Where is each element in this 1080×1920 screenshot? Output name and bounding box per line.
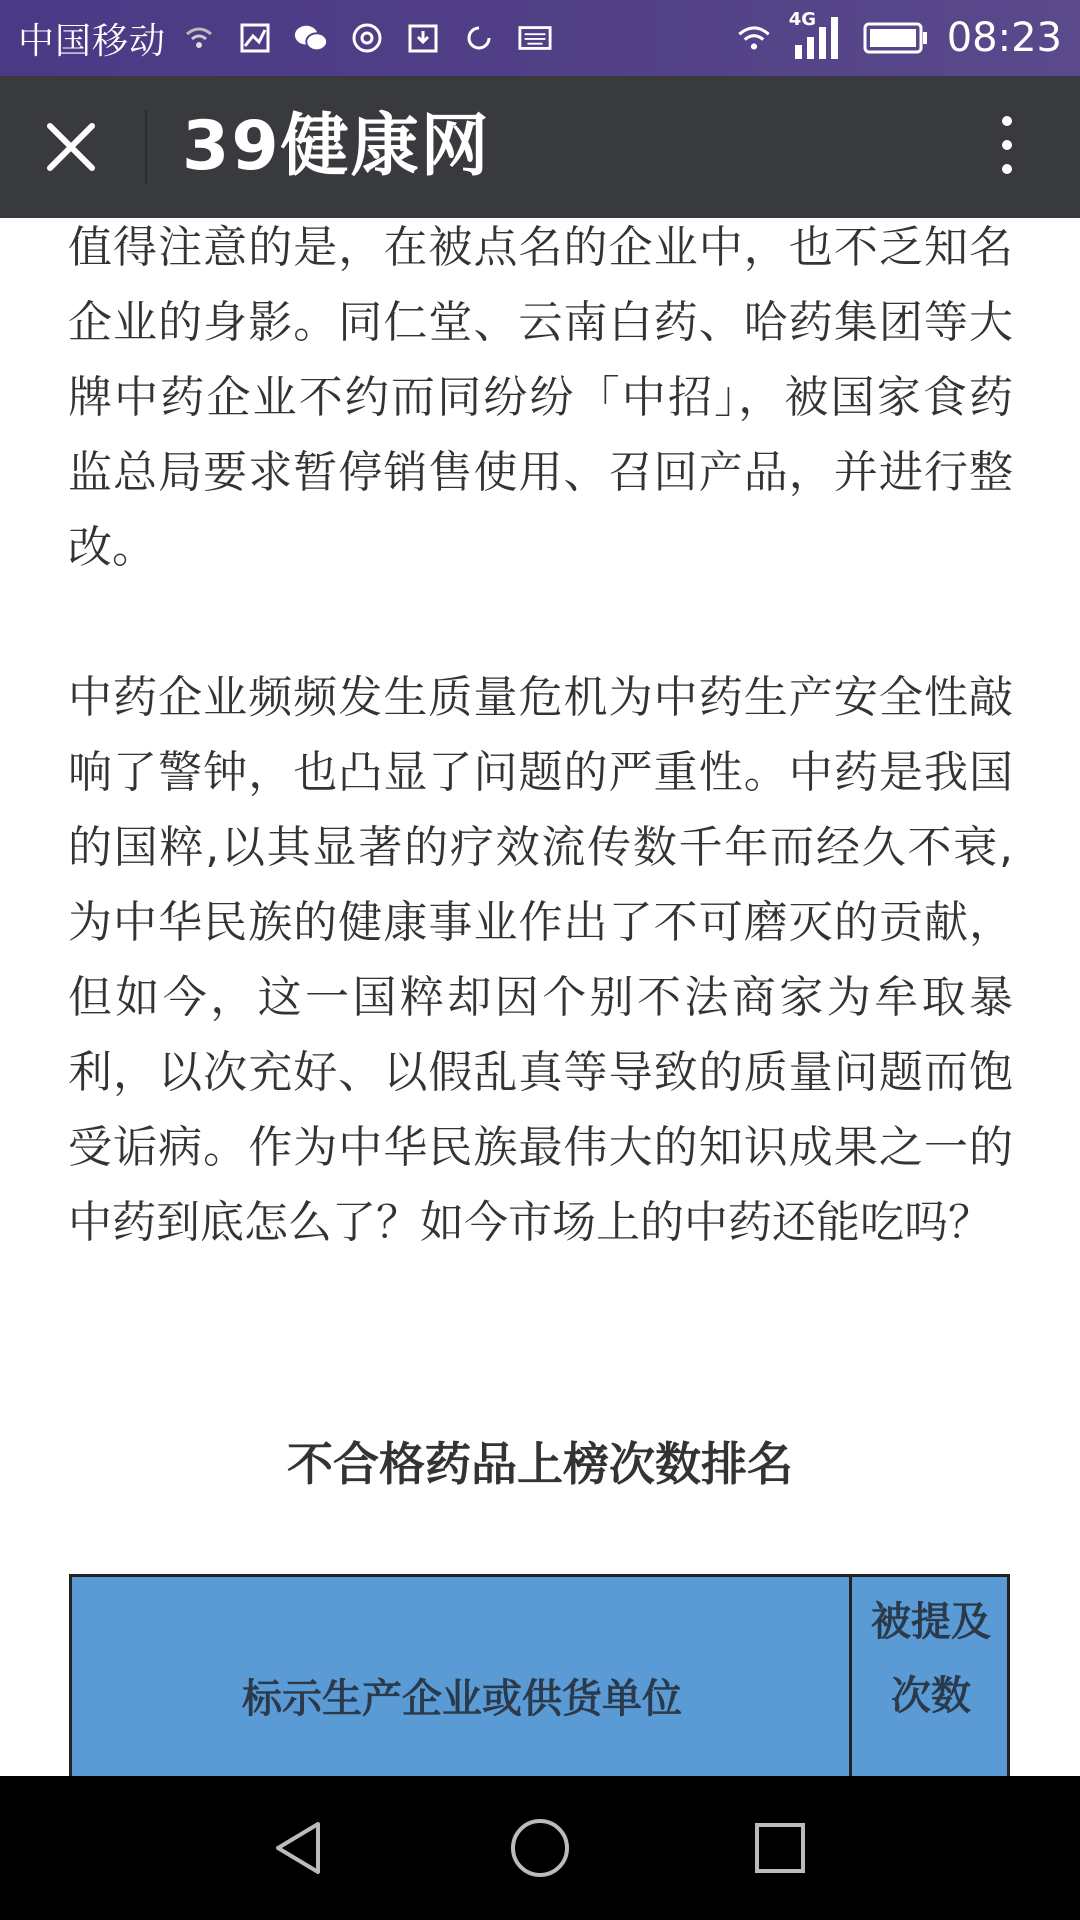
navigation-bar xyxy=(0,1776,1080,1920)
page-title: 39健康网 xyxy=(182,107,491,186)
at-icon xyxy=(350,21,384,55)
table-header-cell xyxy=(72,1577,852,1776)
keyboard-icon xyxy=(518,21,552,55)
more-vertical-icon[interactable] xyxy=(990,116,1024,182)
sync-icon xyxy=(462,21,496,55)
article-paragraph: 值得注意的是，在被点名的企业中，也不乏知名企业的身影。同仁堂、云南白药、哈药集团等大牌中药企业不约而同纷纷「中招」，被国家食药监总局要求暂停销售使用、召回产品，并进行整改。 xyxy=(68,222,1013,573)
clock: 08:23 xyxy=(946,15,1062,61)
status-bar xyxy=(0,0,1080,76)
article-paragraph: 中药企业频频发生质量危机为中药生产安全性敲响了警钟，也凸显了问题的严重性。中药是我国的国粹,以其显著的疗效流传数千年而经久不衰,为中华民族的健康事业作出了不可磨灭的贡献，但如今，这一国粹却因个别不法商家为牟取暴利，以次充好、以假乱真等导致的质量问题而饱受诟病。作为中华民族最伟大的知识成果之一的中药到底怎么了？如今市场上的中药还能吃吗？ xyxy=(68,672,1013,1248)
wifi-icon xyxy=(737,21,771,55)
ranking-table xyxy=(69,1574,1010,1776)
table-header-company: 标示生产企业或供货单位 xyxy=(242,1676,682,1722)
home-icon[interactable] xyxy=(508,1816,572,1880)
article-content[interactable] xyxy=(0,218,1080,1776)
network-type: 4G xyxy=(788,9,817,30)
image-icon xyxy=(238,21,272,55)
battery-icon xyxy=(863,20,929,56)
table-header-count: 被提及次数 xyxy=(871,1599,991,1719)
carrier-name: 中国移动 xyxy=(18,20,167,62)
recents-icon[interactable] xyxy=(748,1816,812,1880)
app-bar xyxy=(0,76,1080,218)
signal-icon xyxy=(788,9,845,63)
section-title: 不合格药品上榜次数排名 xyxy=(287,1437,793,1491)
close-icon[interactable] xyxy=(40,116,102,178)
app-bar-divider xyxy=(145,110,147,184)
back-icon[interactable] xyxy=(268,1816,332,1880)
wifi-weak-icon xyxy=(182,21,216,55)
download-box-icon xyxy=(406,21,440,55)
wechat-icon xyxy=(294,21,328,55)
